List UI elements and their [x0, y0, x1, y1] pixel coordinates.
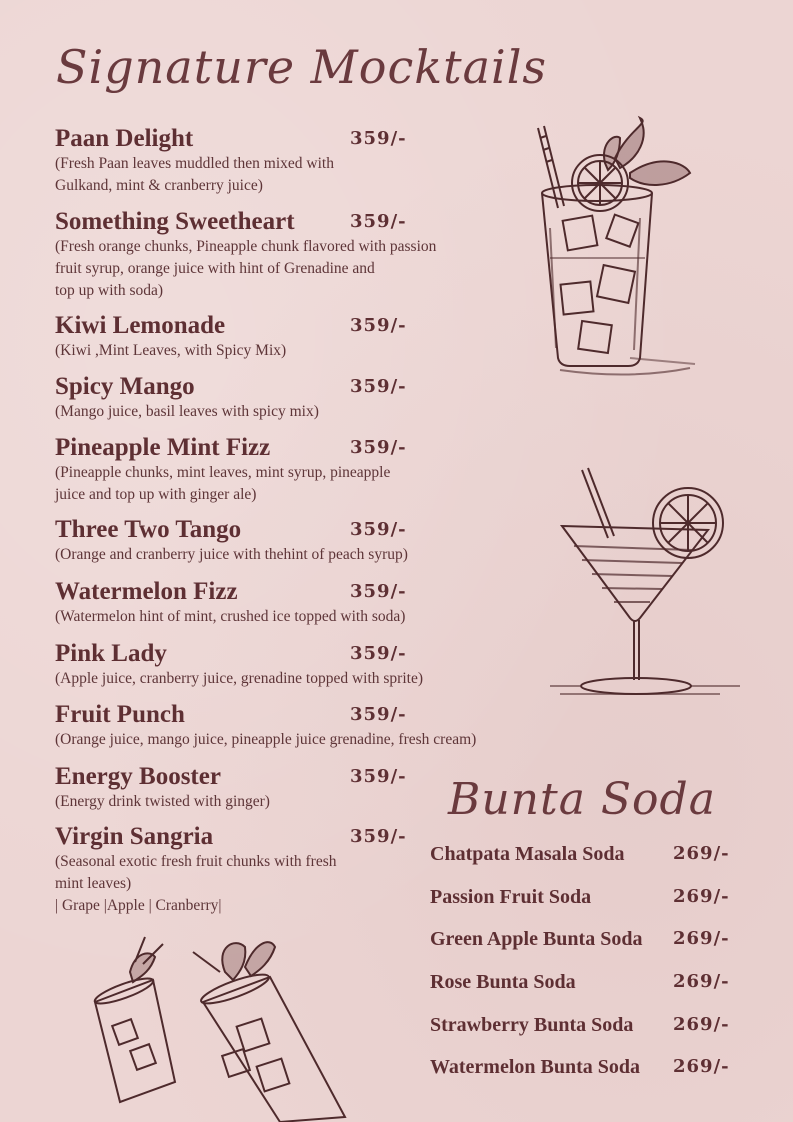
item-description: (Energy drink twisted with ginger)	[55, 793, 270, 810]
item-name: Energy Booster	[55, 763, 221, 790]
item-price: 359/-	[350, 519, 407, 540]
soda-price: 269/-	[673, 1014, 730, 1035]
item-description: (Seasonal exotic fresh fruit chunks with fresh mint leaves) | Grape |Apple | Cranberry|	[55, 853, 337, 914]
item-name: Something Sweetheart	[55, 208, 295, 235]
item-description: (Fresh orange chunks, Pineapple chunk flavored with passion fruit syrup, orange juice with hint of Grenadine and top up with soda)	[55, 238, 437, 299]
item-name: Kiwi Lemonade	[55, 312, 226, 339]
menu-item-pink-lady	[55, 640, 515, 690]
soda-price: 269/-	[673, 928, 730, 949]
soda-price: 269/-	[673, 886, 730, 907]
item-price: 359/-	[350, 315, 407, 336]
menu-item-watermelon-fizz	[55, 578, 515, 628]
item-description: (Mango juice, basil leaves with spicy mix)	[55, 403, 319, 420]
item-name: Pineapple Mint Fizz	[55, 434, 271, 461]
item-name: Watermelon Fizz	[55, 578, 238, 605]
soda-name: Passion Fruit Soda	[430, 886, 592, 908]
item-price: 359/-	[350, 581, 407, 602]
item-price: 359/-	[350, 211, 407, 232]
martini-glass-icon	[540, 468, 745, 723]
item-name: Pink Lady	[55, 640, 167, 667]
soda-price: 269/-	[673, 1056, 730, 1077]
menu-item-paan-delight	[55, 125, 515, 197]
soda-name: Rose Bunta Soda	[430, 971, 576, 993]
item-name: Spicy Mango	[55, 373, 195, 400]
item-description: (Fresh Paan leaves muddled then mixed with Gulkand, mint & cranberry juice)	[55, 155, 334, 194]
soda-name: Watermelon Bunta Soda	[430, 1056, 641, 1078]
soda-name: Chatpata Masala Soda	[430, 843, 625, 865]
soda-item-green-apple	[430, 928, 760, 958]
menu-item-fruit-punch	[55, 701, 555, 751]
soda-item-watermelon	[430, 1056, 760, 1086]
highball-glass-icon	[520, 118, 700, 388]
item-name: Virgin Sangria	[55, 823, 214, 850]
soda-item-chatpata-masala	[430, 843, 760, 873]
item-price: 359/-	[350, 128, 407, 149]
menu-item-something-sweetheart	[55, 208, 515, 302]
item-description: (Orange juice, mango juice, pineapple juice grenadine, fresh cream)	[55, 731, 477, 748]
item-description: (Kiwi ,Mint Leaves, with Spicy Mix)	[55, 342, 287, 359]
soda-item-strawberry	[430, 1014, 760, 1044]
item-price: 359/-	[350, 376, 407, 397]
soda-name: Green Apple Bunta Soda	[430, 928, 643, 950]
menu-item-pineapple-mint-fizz	[55, 434, 515, 506]
collins-glasses-icon	[75, 932, 365, 1122]
mocktails-title: Signature Mocktails	[56, 40, 548, 94]
item-price: 359/-	[350, 704, 407, 725]
item-description: (Apple juice, cranberry juice, grenadine topped with sprite)	[55, 670, 423, 687]
item-price: 359/-	[350, 437, 407, 458]
item-name: Fruit Punch	[55, 701, 185, 728]
menu-item-energy-booster	[55, 763, 515, 813]
soda-price: 269/-	[673, 843, 730, 864]
item-name: Three Two Tango	[55, 516, 242, 543]
menu-item-spicy-mango	[55, 373, 515, 423]
item-description: (Pineapple chunks, mint leaves, mint syrup, pineapple juice and top up with ginger ale)	[55, 464, 391, 503]
soda-item-rose	[430, 971, 760, 1001]
item-price: 359/-	[350, 643, 407, 664]
soda-item-passion-fruit	[430, 886, 760, 916]
item-price: 359/-	[350, 766, 407, 787]
item-price: 359/-	[350, 826, 407, 847]
bunta-soda-title: Bunta Soda	[448, 774, 716, 825]
soda-price: 269/-	[673, 971, 730, 992]
item-name: Paan Delight	[55, 125, 194, 152]
item-description: (Orange and cranberry juice with thehint of peach syrup)	[55, 546, 408, 563]
menu-item-kiwi-lemonade	[55, 312, 515, 362]
soda-name: Strawberry Bunta Soda	[430, 1014, 634, 1036]
item-description: (Watermelon hint of mint, crushed ice topped with soda)	[55, 608, 406, 625]
menu-item-three-two-tango	[55, 516, 515, 566]
